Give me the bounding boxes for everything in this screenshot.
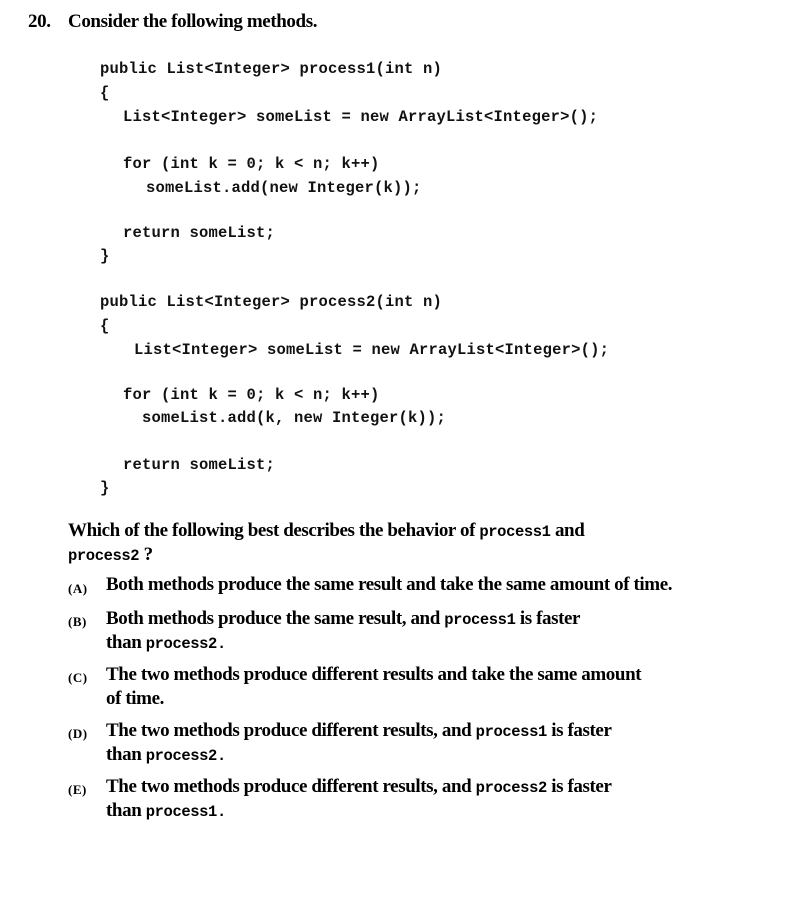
prompt-text-line2: process2 ?: [68, 544, 153, 565]
choice-c-line2: of time.: [106, 688, 164, 709]
method2-declaration: List<Integer> someList = new ArrayList<Integer>();: [134, 341, 610, 359]
method1-return: return someList;: [123, 224, 276, 242]
method1-open-brace: {: [100, 84, 110, 102]
question-intro: Consider the following methods.: [68, 11, 318, 32]
choice-e-line2: than process1.: [106, 800, 226, 821]
method1-for-loop: for (int k = 0; k < n; k++): [123, 155, 380, 173]
choice-b-line2: than process2.: [106, 632, 226, 653]
question-number: 20.: [28, 11, 51, 32]
choice-c-letter: (C): [68, 670, 88, 685]
method2-open-brace: {: [100, 317, 110, 335]
method1-close-brace: }: [100, 247, 110, 265]
choice-b-line1: Both methods produce the same result, and process1 is faster: [106, 608, 581, 629]
method2-close-brace: }: [100, 479, 110, 497]
method1-declaration: List<Integer> someList = new ArrayList<Integer>();: [123, 108, 599, 126]
prompt-text: Which of the following best describes the behavior of process1 and: [68, 520, 585, 541]
method1-loop-body: someList.add(new Integer(k));: [146, 179, 422, 197]
choice-d-line1: The two methods produce different results, and process1 is faster: [106, 720, 612, 741]
choice-e-line1: The two methods produce different results, and process2 is faster: [106, 776, 612, 797]
method1-signature: public List<Integer> process1(int n): [100, 60, 443, 78]
method2-return: return someList;: [123, 456, 276, 474]
method2-loop-body: someList.add(k, new Integer(k));: [142, 409, 447, 427]
choice-b-letter: (B): [68, 614, 87, 629]
choice-d-line2: than process2.: [106, 744, 226, 765]
method2-for-loop: for (int k = 0; k < n; k++): [123, 386, 380, 404]
choice-a-letter: (A): [68, 581, 88, 596]
choice-c-line1: The two methods produce different results and take the same amount: [106, 664, 642, 685]
choice-a-text: Both methods produce the same result and take the same amount of time.: [106, 574, 673, 595]
choice-d-letter: (D): [68, 726, 88, 741]
method2-signature: public List<Integer> process2(int n): [100, 293, 443, 311]
choice-e-letter: (E): [68, 782, 87, 797]
